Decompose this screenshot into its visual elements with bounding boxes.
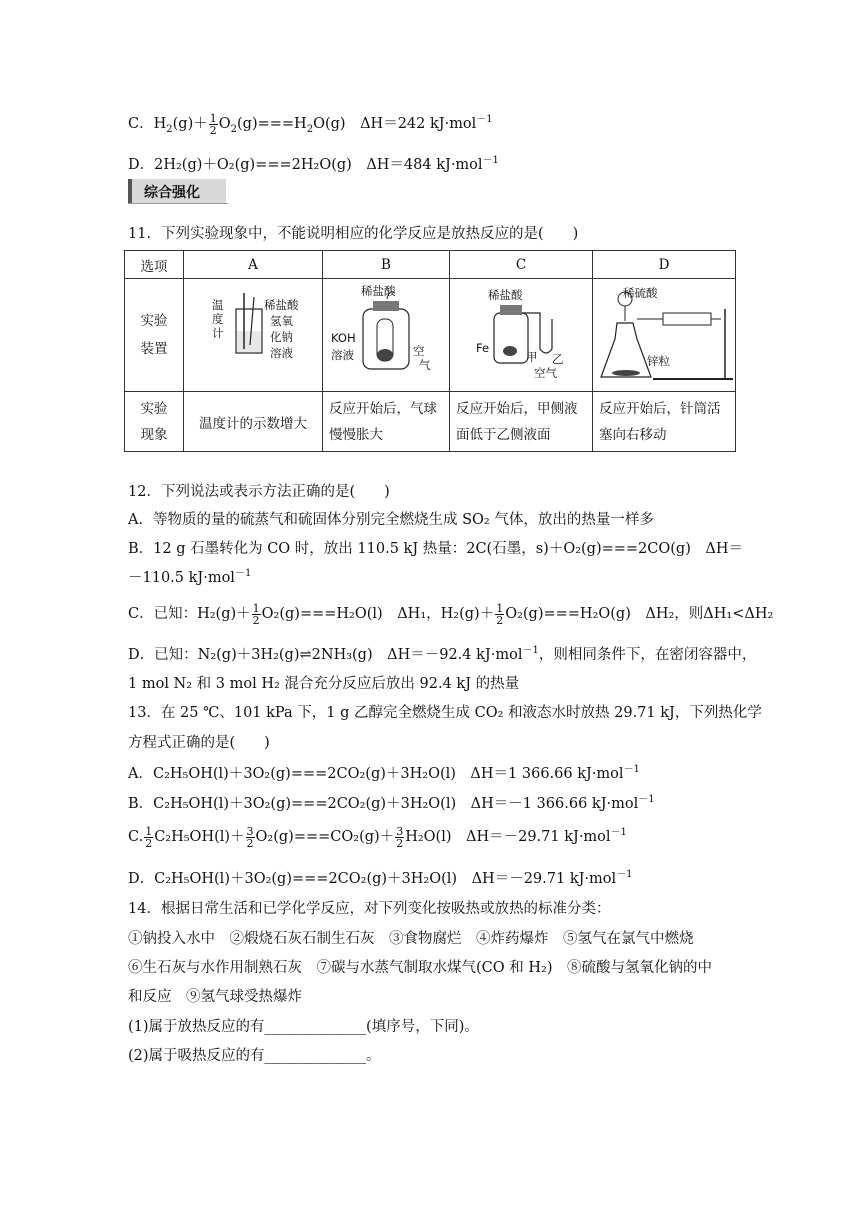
q13-option-a: A．C₂H₅OH(l)＋3O₂(g)===2CO₂(g)＋3H₂O(l) ΔH＝1 366.66 kJ·mol$^{-1}$ [128, 764, 640, 782]
syringe-flask-diagram [593, 279, 739, 391]
q10-option-c: C．$H_2(g)+$ $\frac{1}{2}$ $O_2(g)===H_2O(g)$ ΔH＝242 kJ·mol$^{-1}$ [128, 111, 493, 137]
row-apparatus-label: 实验装置 [125, 279, 184, 392]
q13-option-c: C. $\frac{1}{2}$ C₂H₅OH(l)＋ $\frac{3}{2}$ O₂(g)===CO₂(g)＋ $\frac{3}{2}$ H₂O(l) ΔH＝－29.71 kJ·mol$^{-1}$ [128, 824, 627, 850]
q12-option-d-line2: 1 mol N₂ 和 3 mol H₂ 混合充分反应后放出 92.4 kJ 的热量 [128, 676, 520, 692]
q10-option-d: D．2H₂(g)＋O₂(g)===2H₂O(g) ΔH＝484 kJ·mol$^{-1}$ [128, 155, 499, 173]
section-badge: 综合强化 [128, 179, 226, 203]
q12-option-b-line2: －110.5 kJ·mol$^{-1}$ [128, 568, 252, 586]
header-a: A [184, 251, 323, 279]
phenomenon-b: 反应开始后，气球慢慢胀大 [323, 392, 450, 452]
header-b: B [323, 251, 450, 279]
header-c: C [450, 251, 593, 279]
phenomenon-d: 反应开始后，针筒活塞向右移动 [593, 392, 736, 452]
q11-stem: 11．下列实验现象中，不能说明相应的化学反应是放热反应的是( ) [128, 226, 579, 242]
phenomenon-a: 温度计的示数增大 [184, 392, 323, 452]
row-phenomenon-label: 实验现象 [125, 392, 184, 452]
q14-list-line2: ⑥生石灰与水作用制熟石灰 ⑦碳与水蒸气制取水煤气(CO 和 H₂) ⑧硫酸与氢氧化钠的中 [128, 960, 712, 976]
q14-stem: 14．根据日常生活和已学化学反应，对下列变化按吸热或放热的标准分类： [128, 901, 611, 917]
q12-option-c: C．已知：H₂(g)＋ $\frac{1}{2}$ O₂(g)===H₂O(l) ΔH₁，H₂(g)＋ $\frac{1}{2}$ O₂(g)===H₂O(g) ΔH₂，则ΔH₁<ΔH₂ [128, 601, 774, 627]
q12-option-a: A．等物质的量的硫蒸气和硫固体分别完全燃烧生成 SO₂ 气体，放出的热量一样多 [128, 512, 654, 528]
apparatus-a: 温 度 计 稀盐酸 氢氧 化钠 溶液 [184, 279, 323, 392]
q14-part2: (2)属于吸热反应的有______________。 [128, 1048, 381, 1064]
apparatus-d: 稀硫酸 锌粒 [593, 279, 736, 392]
fraction-half: $\frac{1}{2}$ [209, 111, 217, 137]
apparatus-c: 稀盐酸 Fe 甲 乙 空气 [450, 279, 593, 392]
q14-list-line3: 和反应 ⑨氢气球受热爆炸 [128, 989, 302, 1005]
q13-stem-line1: 13．在 25 ℃、101 kPa 下，1 g 乙醇完全燃烧生成 CO₂ 和液态水时放热 29.71 kJ，下列热化学 [128, 705, 762, 721]
q12-option-d-line1: D．已知：N₂(g)＋3H₂(g)⇌2NH₃(g) ΔH＝－92.4 kJ·mol$^{-1}$，则相同条件下，在密闭容器中， [128, 645, 757, 663]
phenomenon-c: 反应开始后，甲侧液面低于乙侧液面 [450, 392, 593, 452]
q13-option-d: D．C₂H₅OH(l)＋3O₂(g)===2CO₂(g)＋3H₂O(l) ΔH＝－29.71 kJ·mol$^{-1}$ [128, 869, 633, 887]
q13-option-b: B．C₂H₅OH(l)＋3O₂(g)===2CO₂(g)＋3H₂O(l) ΔH＝－1 366.66 kJ·mol$^{-1}$ [128, 794, 655, 812]
thermometer-beaker-diagram [184, 279, 322, 391]
header-option: 选项 [125, 251, 184, 279]
section-divider [128, 203, 228, 204]
q14-list-line1: ①钠投入水中 ②煅烧石灰石制生石灰 ③食物腐烂 ④炸药爆炸 ⑤氢气在氯气中燃烧 [128, 931, 694, 947]
q12-stem: 12．下列说法或表示方法正确的是( ) [128, 484, 390, 500]
header-d: D [593, 251, 736, 279]
q14-part1: (1)属于放热反应的有______________(填序号，下同)。 [128, 1019, 479, 1035]
q13-stem-line2: 方程式正确的是( ) [128, 735, 270, 751]
q12-option-b-line1: B．12 g 石墨转化为 CO 时，放出 110.5 kJ 热量：2C(石墨，s)＋O₂(g)===2CO(g) ΔH＝ [128, 541, 743, 557]
experiment-table [124, 250, 736, 452]
apparatus-b: 稀盐酸 KOH 溶液 空 气 [323, 279, 450, 392]
